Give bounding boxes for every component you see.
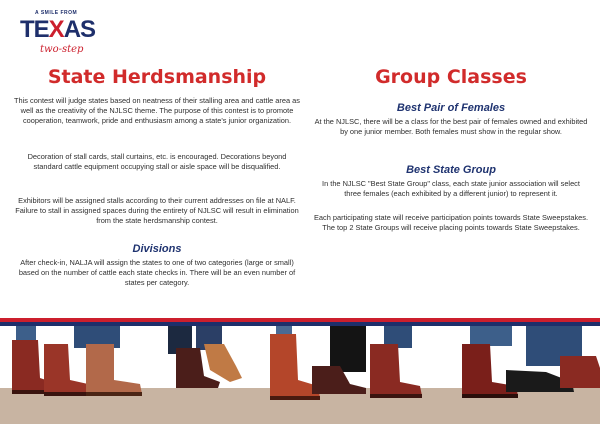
herdsmanship-paragraph-1: This contest will judge states based on neatness of their stalling area and cattle area as well as the creativity of the NJLSC theme. The purpose of this contest is to promote cooperation, teamwork, pride and enthusiasm among a state's junior organization. — [14, 96, 300, 126]
boot-5 — [204, 344, 242, 382]
herdsmanship-paragraph-3: Exhibitors will be assigned stalls according to their current addresses on file at NALF. Failure to stall in assigned spaces during the entirety of NJLSC will result in elimination from the state herdsmanship contest. — [15, 196, 299, 226]
divisions-paragraph: After check-in, NALJA will assign the states to one of two categories (large or small) based on the number of cattle each state checks in. There will be an even number of states per category. — [18, 258, 296, 288]
boot-3 — [86, 344, 142, 396]
boot-2 — [44, 344, 90, 396]
logo-main-text: TEXAS — [20, 16, 96, 43]
best-state-group-paragraph: In the NJLSC "Best State Group" class, each state junior association will select three females (each exhibited by a different junior) to represent it. — [322, 179, 580, 199]
logo-top-text: A SMILE FROM — [35, 10, 78, 16]
cowboy-boots-illustration — [0, 326, 600, 424]
best-pair-heading: Best Pair of Females — [396, 102, 506, 114]
state-herdsmanship-title: State Herdsmanship — [47, 66, 267, 88]
logo-star-x: X — [48, 16, 64, 43]
texas-two-step-logo — [20, 10, 100, 62]
best-state-group-heading: Best State Group — [406, 164, 496, 176]
divisions-heading: Divisions — [132, 243, 182, 255]
logo-script-text: two-step — [40, 44, 84, 55]
herdsmanship-paragraph-2: Decoration of stall cards, stall curtains, etc. is encouraged. Decorations beyond standard cattle equipment occupying stall or aisle space will be disqualified. — [27, 152, 287, 172]
sweepstakes-paragraph: Each participating state will receive participation points towards State Sweepstakes. The top 2 State Groups will receive placing points towards State Sweepstakes. — [314, 213, 589, 233]
best-pair-paragraph: At the NJLSC, there will be a class for the best pair of females owned and exhibited by one junior member. Both females must show in the regular show. — [314, 117, 588, 137]
boot-11 — [560, 356, 600, 388]
group-classes-title: Group Classes — [375, 66, 527, 88]
boot-8 — [370, 344, 422, 398]
